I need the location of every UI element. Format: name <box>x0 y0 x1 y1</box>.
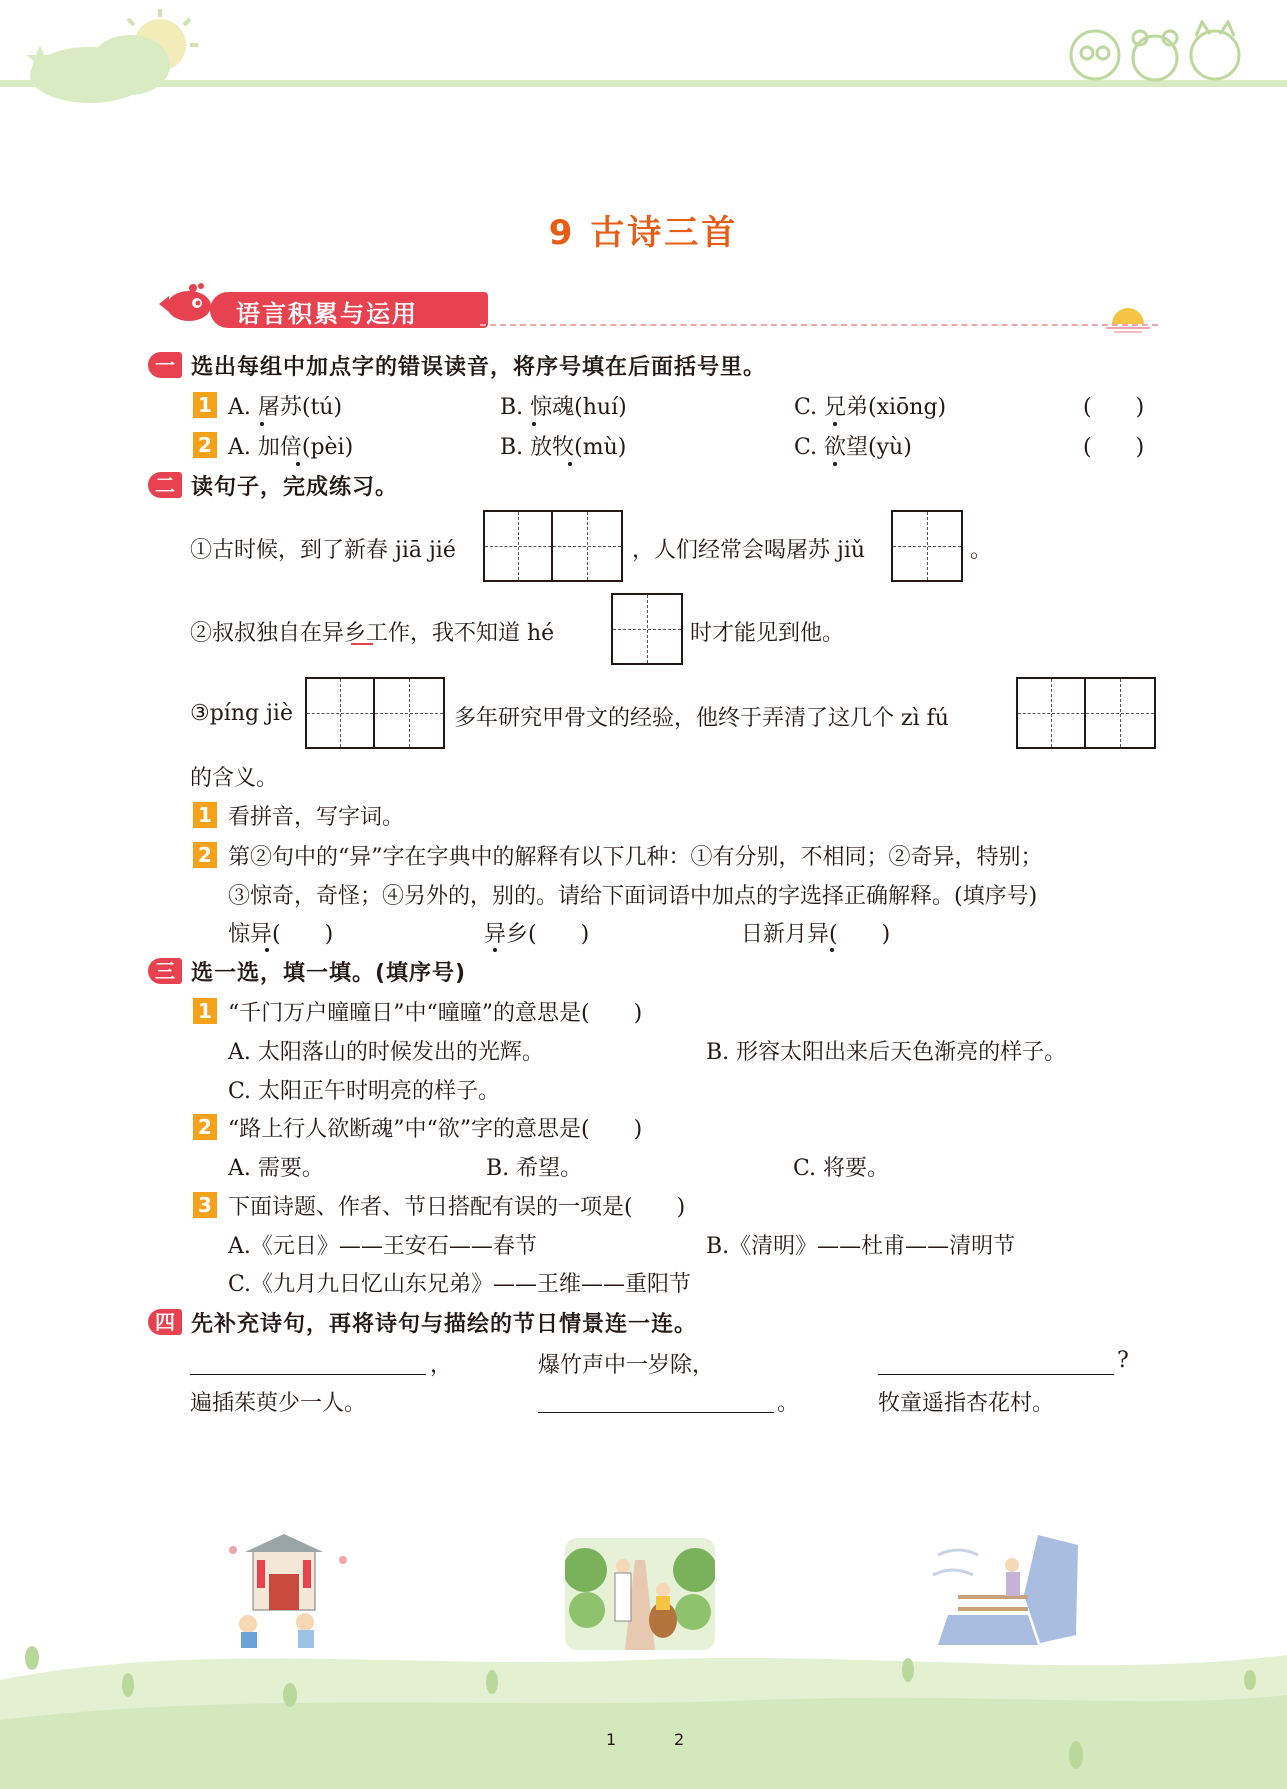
sentence-3-part-2: 多年研究甲骨文的经验，他终于弄清了这几个 zì fú <box>454 706 949 731</box>
option-b: B.《清明》——杜甫——清明节 <box>706 1234 1016 1259</box>
question-number: 四 <box>148 1309 182 1335</box>
word-blank[interactable]: 异乡( ) <box>484 922 590 947</box>
word-blank[interactable]: 日新月异( ) <box>741 922 891 947</box>
animal-faces-icon <box>1060 20 1260 85</box>
word-blank[interactable]: 惊异( ) <box>228 922 334 947</box>
option-c: C.《九月九日忆山东兄弟》——王维——重阳节 <box>228 1272 692 1297</box>
option-a: A.《元日》——王安石——春节 <box>228 1234 537 1259</box>
poem-blank[interactable] <box>878 1373 1114 1375</box>
writing-grid[interactable] <box>483 510 623 582</box>
option-c: C. 太阳正午时明亮的样子。 <box>228 1079 501 1104</box>
question-number: 二 <box>148 472 182 498</box>
option-b: B. 希望。 <box>486 1156 583 1181</box>
writing-grid[interactable] <box>1016 677 1156 749</box>
sentence-1-part-1: ①古时候，到了新春 jiā jié <box>190 538 456 563</box>
sub-instruction-cont: ③惊奇，奇怪；④另外的，别的。请给下面词语中加点的字选择正确解释。(填序号) <box>228 884 1038 909</box>
double-ninth-illustration <box>928 1525 1078 1645</box>
question-heading: 选一选，填一填。(填序号) <box>191 961 467 986</box>
poem-blank[interactable] <box>538 1411 774 1413</box>
poem-line: 遍插茱萸少一人。 <box>190 1391 367 1416</box>
sub-instruction: 看拼音，写字词。 <box>228 805 405 830</box>
question-heading: 读句子，完成练习。 <box>191 475 399 500</box>
sentence-2-part-1: ②叔叔独自在异乡工作，我不知道 hé <box>190 621 555 646</box>
emphasis-dot <box>493 948 497 952</box>
option-a: A. 需要。 <box>228 1156 324 1181</box>
poem-blank[interactable] <box>190 1373 426 1375</box>
section-banner-label: 语言积累与运用 <box>236 300 418 328</box>
option-c: C. 将要。 <box>793 1156 890 1181</box>
emphasis-dot <box>830 948 834 952</box>
answer-parens[interactable]: ( ) <box>1083 395 1145 420</box>
sentence-3-end: 的含义。 <box>190 766 279 791</box>
question-heading: 选出每组中加点字的错误读音，将序号填在后面括号里。 <box>191 355 767 380</box>
sub-number: 2 <box>193 1114 217 1140</box>
whale-icon <box>155 282 215 324</box>
writing-grid[interactable] <box>611 593 683 665</box>
section-divider <box>480 324 1158 326</box>
option-c: C. 兄弟(xiōng) <box>794 395 947 420</box>
question-text: “路上行人欲断魂”中“欲”字的意思是( ) <box>228 1117 643 1142</box>
sub-number: 3 <box>193 1192 217 1218</box>
sub-number: 2 <box>193 842 217 868</box>
sub-number: 1 <box>193 998 217 1024</box>
sub-number: 2 <box>193 432 217 458</box>
emphasis-dot <box>296 462 300 466</box>
emphasis-dot <box>833 422 837 426</box>
sub-number: 1 <box>193 392 217 418</box>
question-number: 三 <box>148 958 182 984</box>
poem-punct: 。 <box>777 1391 800 1416</box>
cloud-sun-icon <box>20 5 200 115</box>
writing-grid[interactable] <box>891 510 963 582</box>
emphasis-dot <box>568 462 572 466</box>
option-c: C. 欲望(yù) <box>794 435 912 460</box>
page-title: 9 古诗三首 <box>548 213 739 253</box>
option-a: A. 太阳落山的时候发出的光辉。 <box>228 1040 544 1065</box>
option-b: B. 惊魂(huí) <box>500 395 627 420</box>
emphasis-dot <box>532 422 536 426</box>
poem-punct: ? <box>1117 1348 1129 1373</box>
question-text: “千门万户曈曈日”中“曈曈”的意思是( ) <box>228 1001 643 1026</box>
option-b: B. 放牧(mù) <box>500 435 627 460</box>
emphasis-dot <box>265 948 269 952</box>
underline-mark <box>351 643 373 645</box>
hill-background <box>0 1640 1287 1789</box>
page-number-left: 1 <box>606 1730 617 1749</box>
poem-line: 牧童遥指杏花村。 <box>878 1391 1055 1416</box>
sub-number: 1 <box>193 802 217 828</box>
writing-grid[interactable] <box>305 677 445 749</box>
option-b: B. 形容太阳出来后天色渐亮的样子。 <box>706 1040 1067 1065</box>
sentence-1-part-2: ，人们经常会喝屠苏 jiǔ <box>632 538 866 563</box>
emphasis-dot <box>833 462 837 466</box>
spring-festival-illustration <box>213 1530 363 1650</box>
emphasis-dot <box>260 422 264 426</box>
poem-line: 爆竹声中一岁除， <box>538 1353 715 1378</box>
qingming-illustration <box>565 1530 715 1650</box>
question-number: 一 <box>148 352 182 378</box>
question-heading: 先补充诗句，再将诗句与描绘的节日情景连一连。 <box>191 1312 698 1337</box>
option-a: A. 加倍(pèi) <box>228 435 354 460</box>
page-number-right: 2 <box>674 1730 685 1749</box>
sunset-icon <box>1106 300 1150 334</box>
sentence-3-part-1: ③píng jiè <box>190 701 293 726</box>
poem-punct: ， <box>430 1353 453 1378</box>
sentence-2-part-2: 时才能见到他。 <box>690 621 845 646</box>
sub-instruction: 第②句中的“异”字在字典中的解释有以下几种：①有分别，不相同；②奇异，特别； <box>228 845 1043 870</box>
question-text: 下面诗题、作者、节日搭配有误的一项是( ) <box>228 1195 686 1220</box>
answer-parens[interactable]: ( ) <box>1083 435 1145 460</box>
option-a: A. 屠苏(tú) <box>228 395 343 420</box>
sentence-1-end: 。 <box>970 538 993 563</box>
